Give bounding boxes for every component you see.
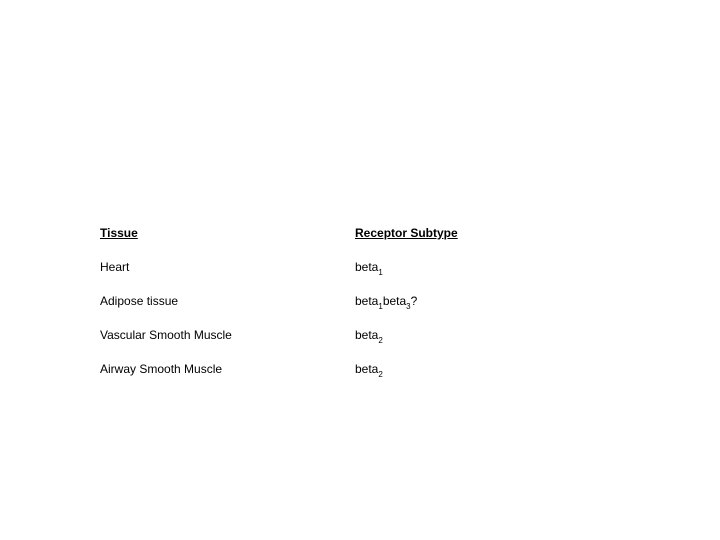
receptor-subscript: 1 [378, 268, 383, 277]
receptor-base: beta [382, 294, 407, 308]
receptor-cell [355, 361, 383, 377]
table-header-row [100, 225, 520, 259]
table-row [100, 259, 520, 293]
receptor-table [100, 225, 520, 395]
receptor-cell [355, 327, 383, 343]
receptor-subscript: 1 [378, 302, 383, 311]
tissue-cell: Heart [100, 260, 130, 274]
header-tissue: Tissue [100, 226, 138, 240]
table-row [100, 327, 520, 361]
receptor-base: beta [355, 362, 379, 376]
tissue-cell: Adipose tissue [100, 294, 179, 308]
receptor-subscript: 2 [378, 336, 383, 345]
receptor-base: beta [355, 260, 379, 274]
receptor-subscript: 2 [378, 370, 383, 379]
receptor-cell [355, 259, 383, 275]
tissue-cell: Airway Smooth Muscle [100, 362, 223, 376]
table-row [100, 293, 520, 327]
receptor-subscript: 3 [406, 302, 411, 311]
tissue-cell: Vascular Smooth Muscle [100, 328, 232, 342]
header-receptor-subtype: Receptor Subtype [355, 226, 458, 240]
table-row [100, 361, 520, 395]
receptor-base: beta [355, 294, 379, 308]
receptor-base: beta [355, 328, 379, 342]
receptor-cell [355, 293, 417, 309]
receptor-suffix: ? [410, 294, 418, 308]
